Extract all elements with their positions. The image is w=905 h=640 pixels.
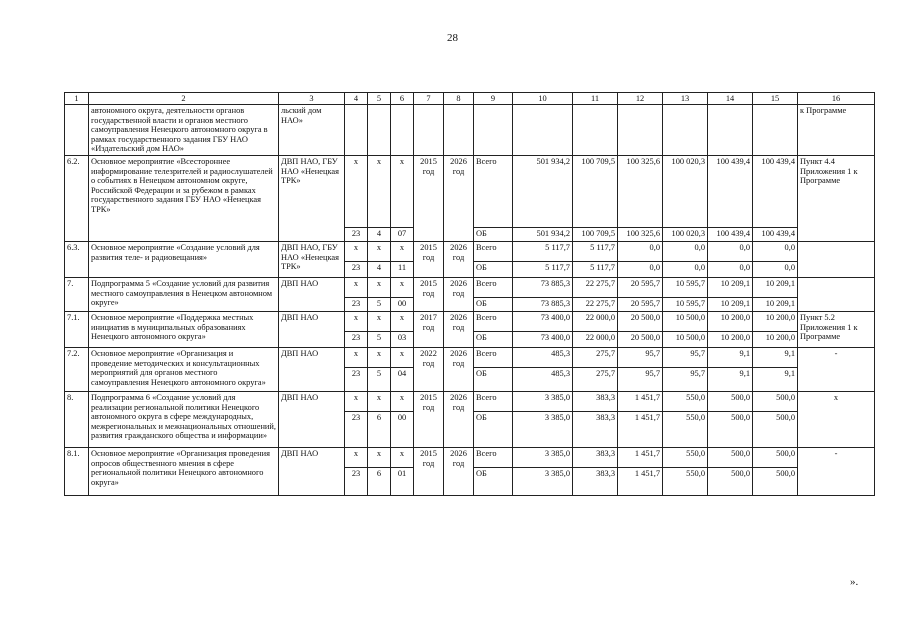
code-cell: 4: [368, 261, 391, 277]
value-cell: 10 209,1: [708, 297, 753, 311]
header-cell: 9: [474, 93, 513, 105]
row-name-cell: Основное мероприятие «Организация проведения опросов общественного мнения в сфере региональной политики Ненецкого автономного округа»: [89, 447, 279, 495]
value-cell: 5 117,7: [513, 241, 573, 261]
value-cell: 550,0: [663, 411, 708, 447]
value-cell: 550,0: [663, 467, 708, 495]
start-year-cell: 2015 год: [414, 155, 444, 241]
value-cell: 73 885,3: [513, 277, 573, 297]
value-cell: 73 885,3: [513, 297, 573, 311]
continuation-row: [65, 105, 875, 156]
value-cell: 275,7: [573, 367, 618, 391]
value-cell: 22 275,7: [573, 277, 618, 297]
value-cell: 22 000,0: [573, 311, 618, 331]
code-cell: 03: [391, 331, 414, 347]
continuation-name-cell: автономного округа, деятельности органов государственной власти и органов местного самоуправления Ненецкого автономного округа в рамках государственного задания ГБУ НАО «Издательский дом НАО»: [89, 105, 279, 156]
code-cell: х: [391, 241, 414, 261]
value-cell: 22 000,0: [573, 331, 618, 347]
header-cell: 16: [798, 93, 875, 105]
value-cell: 100 709,5: [573, 155, 618, 227]
value-cell: 5 117,7: [513, 261, 573, 277]
value-cell: 100 439,4: [708, 155, 753, 227]
value-cell: 3 385,0: [513, 467, 573, 495]
value-cell: 3 385,0: [513, 391, 573, 411]
code-cell: 23: [345, 411, 368, 447]
code-cell: х: [368, 241, 391, 261]
value-cell: 500,0: [708, 391, 753, 411]
table-row: [65, 391, 875, 411]
value-cell: 3 385,0: [513, 447, 573, 467]
value-cell: 0,0: [618, 241, 663, 261]
code-cell: х: [368, 277, 391, 297]
funding-source-cell: ОБ: [474, 467, 513, 495]
row-note-cell: Пункт 5.2 Приложения 1 к Программе: [798, 311, 875, 347]
value-cell: 5 117,7: [573, 261, 618, 277]
row-executor-cell: ДВП НАО: [279, 447, 345, 495]
end-year-cell: 2026 год: [444, 391, 474, 447]
header-cell: 1: [65, 93, 89, 105]
code-cell: х: [391, 155, 414, 227]
code-cell: х: [368, 347, 391, 367]
header-cell: 11: [573, 93, 618, 105]
value-cell: 383,3: [573, 391, 618, 411]
code-cell: х: [368, 155, 391, 227]
value-cell: 383,3: [573, 467, 618, 495]
code-cell: 6: [368, 411, 391, 447]
start-year-cell: 2022 год: [414, 347, 444, 391]
value-cell: 95,7: [663, 347, 708, 367]
value-cell: 10 200,0: [753, 331, 798, 347]
code-cell: х: [368, 311, 391, 331]
value-cell: 9,1: [708, 367, 753, 391]
value-cell: 100 439,4: [753, 227, 798, 241]
row-executor-cell: ДВП НАО: [279, 277, 345, 311]
header-cell: 10: [513, 93, 573, 105]
row-executor-cell: ДВП НАО: [279, 391, 345, 447]
code-cell: 23: [345, 261, 368, 277]
value-cell: 10 209,1: [708, 277, 753, 297]
code-cell: 23: [345, 331, 368, 347]
value-cell: 20 500,0: [618, 331, 663, 347]
end-year-cell: 2026 год: [444, 347, 474, 391]
value-cell: 20 595,7: [618, 277, 663, 297]
header-cell: 7: [414, 93, 444, 105]
funding-source-cell: ОБ: [474, 297, 513, 311]
value-cell: 0,0: [708, 241, 753, 261]
funding-source-cell: Всего: [474, 311, 513, 331]
value-cell: 100 325,6: [618, 227, 663, 241]
header-cell: 12: [618, 93, 663, 105]
funding-source-cell: ОБ: [474, 367, 513, 391]
value-cell: 100 709,5: [573, 227, 618, 241]
value-cell: 10 200,0: [708, 311, 753, 331]
continuation-note-cell: к Программе: [798, 105, 875, 156]
code-cell: 11: [391, 261, 414, 277]
start-year-cell: 2015 год: [414, 447, 444, 495]
code-cell: х: [391, 391, 414, 411]
value-cell: 275,7: [573, 347, 618, 367]
value-cell: 500,0: [753, 411, 798, 447]
header-cell: 13: [663, 93, 708, 105]
row-note-cell: х: [798, 391, 875, 447]
value-cell: 10 209,1: [753, 277, 798, 297]
value-cell: 500,0: [753, 447, 798, 467]
row-number-cell: 6.3.: [65, 241, 89, 277]
value-cell: 383,3: [573, 447, 618, 467]
code-cell: х: [345, 391, 368, 411]
value-cell: 10 595,7: [663, 297, 708, 311]
table-row: [65, 447, 875, 467]
start-year-cell: 2017 год: [414, 311, 444, 347]
row-note-cell: -: [798, 447, 875, 495]
row-number-cell: 6.2.: [65, 155, 89, 241]
table-body: [65, 93, 875, 496]
funding-source-cell: ОБ: [474, 227, 513, 241]
continuation-executor-cell: льский дом НАО»: [279, 105, 345, 156]
value-cell: 100 439,4: [708, 227, 753, 241]
value-cell: 10 595,7: [663, 277, 708, 297]
row-number-cell: 7.2.: [65, 347, 89, 391]
row-number-cell: 8.1.: [65, 447, 89, 495]
code-cell: 4: [368, 227, 391, 241]
funding-source-cell: Всего: [474, 347, 513, 367]
row-executor-cell: ДВП НАО: [279, 347, 345, 391]
row-note-cell: [798, 241, 875, 277]
code-cell: 04: [391, 367, 414, 391]
code-cell: х: [345, 311, 368, 331]
header-cell: 14: [708, 93, 753, 105]
code-cell: х: [345, 277, 368, 297]
table-row: [65, 347, 875, 367]
value-cell: 5 117,7: [573, 241, 618, 261]
table-row: [65, 155, 875, 227]
code-cell: 5: [368, 297, 391, 311]
funding-source-cell: Всего: [474, 241, 513, 261]
end-year-cell: 2026 год: [444, 155, 474, 241]
start-year-cell: 2015 год: [414, 277, 444, 311]
row-name-cell: Основное мероприятие «Поддержка местных инициатив в муниципальных образованиях Ненецкого автономного округа»: [89, 311, 279, 347]
funding-source-cell: Всего: [474, 155, 513, 227]
page-number: 28: [447, 32, 458, 44]
value-cell: 0,0: [663, 261, 708, 277]
code-cell: х: [391, 447, 414, 467]
value-cell: 95,7: [618, 367, 663, 391]
row-name-cell: Подпрограмма 6 «Создание условий для реализации региональной политики Ненецкого автономного округа в сфере международных, межрегиональных и межнациональных отношений, развития гражданского общества и информации»: [89, 391, 279, 447]
value-cell: 383,3: [573, 411, 618, 447]
value-cell: 500,0: [753, 391, 798, 411]
code-cell: х: [391, 347, 414, 367]
value-cell: 9,1: [753, 367, 798, 391]
value-cell: 0,0: [753, 241, 798, 261]
row-number-cell: 7.: [65, 277, 89, 311]
table-row: [65, 311, 875, 331]
header-cell: 3: [279, 93, 345, 105]
column-number-header: [65, 93, 875, 105]
value-cell: 73 400,0: [513, 311, 573, 331]
header-cell: 5: [368, 93, 391, 105]
code-cell: х: [345, 447, 368, 467]
code-cell: 5: [368, 331, 391, 347]
value-cell: 1 451,7: [618, 467, 663, 495]
value-cell: 100 020,3: [663, 155, 708, 227]
code-cell: х: [345, 155, 368, 227]
code-cell: х: [391, 311, 414, 331]
value-cell: 550,0: [663, 391, 708, 411]
value-cell: 0,0: [663, 241, 708, 261]
row-note-cell: Пункт 4.4 Приложения 1 к Программе: [798, 155, 875, 241]
start-year-cell: 2015 год: [414, 391, 444, 447]
code-cell: 6: [368, 467, 391, 495]
value-cell: 500,0: [708, 447, 753, 467]
program-funding-table: [64, 92, 875, 496]
code-cell: х: [345, 241, 368, 261]
code-cell: 00: [391, 297, 414, 311]
value-cell: 0,0: [618, 261, 663, 277]
value-cell: 500,0: [708, 467, 753, 495]
end-year-cell: 2026 год: [444, 311, 474, 347]
value-cell: 100 020,3: [663, 227, 708, 241]
funding-source-cell: ОБ: [474, 411, 513, 447]
code-cell: 01: [391, 467, 414, 495]
value-cell: 500,0: [708, 411, 753, 447]
end-year-cell: 2026 год: [444, 277, 474, 311]
row-executor-cell: ДВП НАО, ГБУ НАО «Ненецкая ТРК»: [279, 241, 345, 277]
closing-mark: ».: [850, 576, 859, 588]
header-cell: 6: [391, 93, 414, 105]
funding-source-cell: Всего: [474, 277, 513, 297]
value-cell: 95,7: [618, 347, 663, 367]
value-cell: 0,0: [753, 261, 798, 277]
start-year-cell: 2015 год: [414, 241, 444, 277]
table-row: [65, 241, 875, 261]
value-cell: 73 400,0: [513, 331, 573, 347]
code-cell: х: [368, 391, 391, 411]
value-cell: 500,0: [753, 467, 798, 495]
row-number-cell: [65, 105, 89, 156]
code-cell: 00: [391, 411, 414, 447]
value-cell: 10 200,0: [708, 331, 753, 347]
value-cell: 9,1: [708, 347, 753, 367]
value-cell: 1 451,7: [618, 411, 663, 447]
value-cell: 1 451,7: [618, 447, 663, 467]
code-cell: х: [368, 447, 391, 467]
value-cell: 10 209,1: [753, 297, 798, 311]
header-cell: 2: [89, 93, 279, 105]
row-number-cell: 7.1.: [65, 311, 89, 347]
value-cell: 10 500,0: [663, 331, 708, 347]
value-cell: 485,3: [513, 347, 573, 367]
header-cell: 8: [444, 93, 474, 105]
row-note-cell: -: [798, 347, 875, 391]
value-cell: 550,0: [663, 447, 708, 467]
row-name-cell: Основное мероприятие «Всестороннее информирование телезрителей и радиослушателей о событиях в Ненецком автономном округе, Российской Федерации и за рубежом в рамках государственного задания ГБУ НАО «Ненецкая ТРК»: [89, 155, 279, 241]
value-cell: 20 500,0: [618, 311, 663, 331]
header-cell: 15: [753, 93, 798, 105]
code-cell: х: [391, 277, 414, 297]
code-cell: 07: [391, 227, 414, 241]
value-cell: 10 500,0: [663, 311, 708, 331]
value-cell: 22 275,7: [573, 297, 618, 311]
funding-source-cell: ОБ: [474, 331, 513, 347]
end-year-cell: 2026 год: [444, 241, 474, 277]
row-name-cell: Основное мероприятие «Создание условий для развития теле- и радиовещания»: [89, 241, 279, 277]
funding-source-cell: ОБ: [474, 261, 513, 277]
row-name-cell: Основное мероприятие «Организация и проведение методических и консультационных мероприятий для органов местного самоуправления Ненецкого автономного округа»: [89, 347, 279, 391]
value-cell: 9,1: [753, 347, 798, 367]
code-cell: 23: [345, 227, 368, 241]
value-cell: 0,0: [708, 261, 753, 277]
funding-source-cell: Всего: [474, 447, 513, 467]
value-cell: 501 934,2: [513, 227, 573, 241]
row-name-cell: Подпрограмма 5 «Создание условий для развития местного самоуправления в Ненецком автономном округе»: [89, 277, 279, 311]
code-cell: 23: [345, 467, 368, 495]
header-cell: 4: [345, 93, 368, 105]
code-cell: 23: [345, 297, 368, 311]
funding-source-cell: Всего: [474, 391, 513, 411]
code-cell: 23: [345, 367, 368, 391]
value-cell: 100 325,6: [618, 155, 663, 227]
end-year-cell: 2026 год: [444, 447, 474, 495]
table-row: [65, 277, 875, 297]
code-cell: 5: [368, 367, 391, 391]
code-cell: х: [345, 347, 368, 367]
row-executor-cell: ДВП НАО, ГБУ НАО «Ненецкая ТРК»: [279, 155, 345, 241]
value-cell: 10 200,0: [753, 311, 798, 331]
value-cell: 3 385,0: [513, 411, 573, 447]
row-executor-cell: ДВП НАО: [279, 311, 345, 347]
value-cell: 485,3: [513, 367, 573, 391]
row-note-cell: [798, 277, 875, 311]
value-cell: 1 451,7: [618, 391, 663, 411]
row-number-cell: 8.: [65, 391, 89, 447]
value-cell: 20 595,7: [618, 297, 663, 311]
value-cell: 501 934,2: [513, 155, 573, 227]
value-cell: 95,7: [663, 367, 708, 391]
value-cell: 100 439,4: [753, 155, 798, 227]
